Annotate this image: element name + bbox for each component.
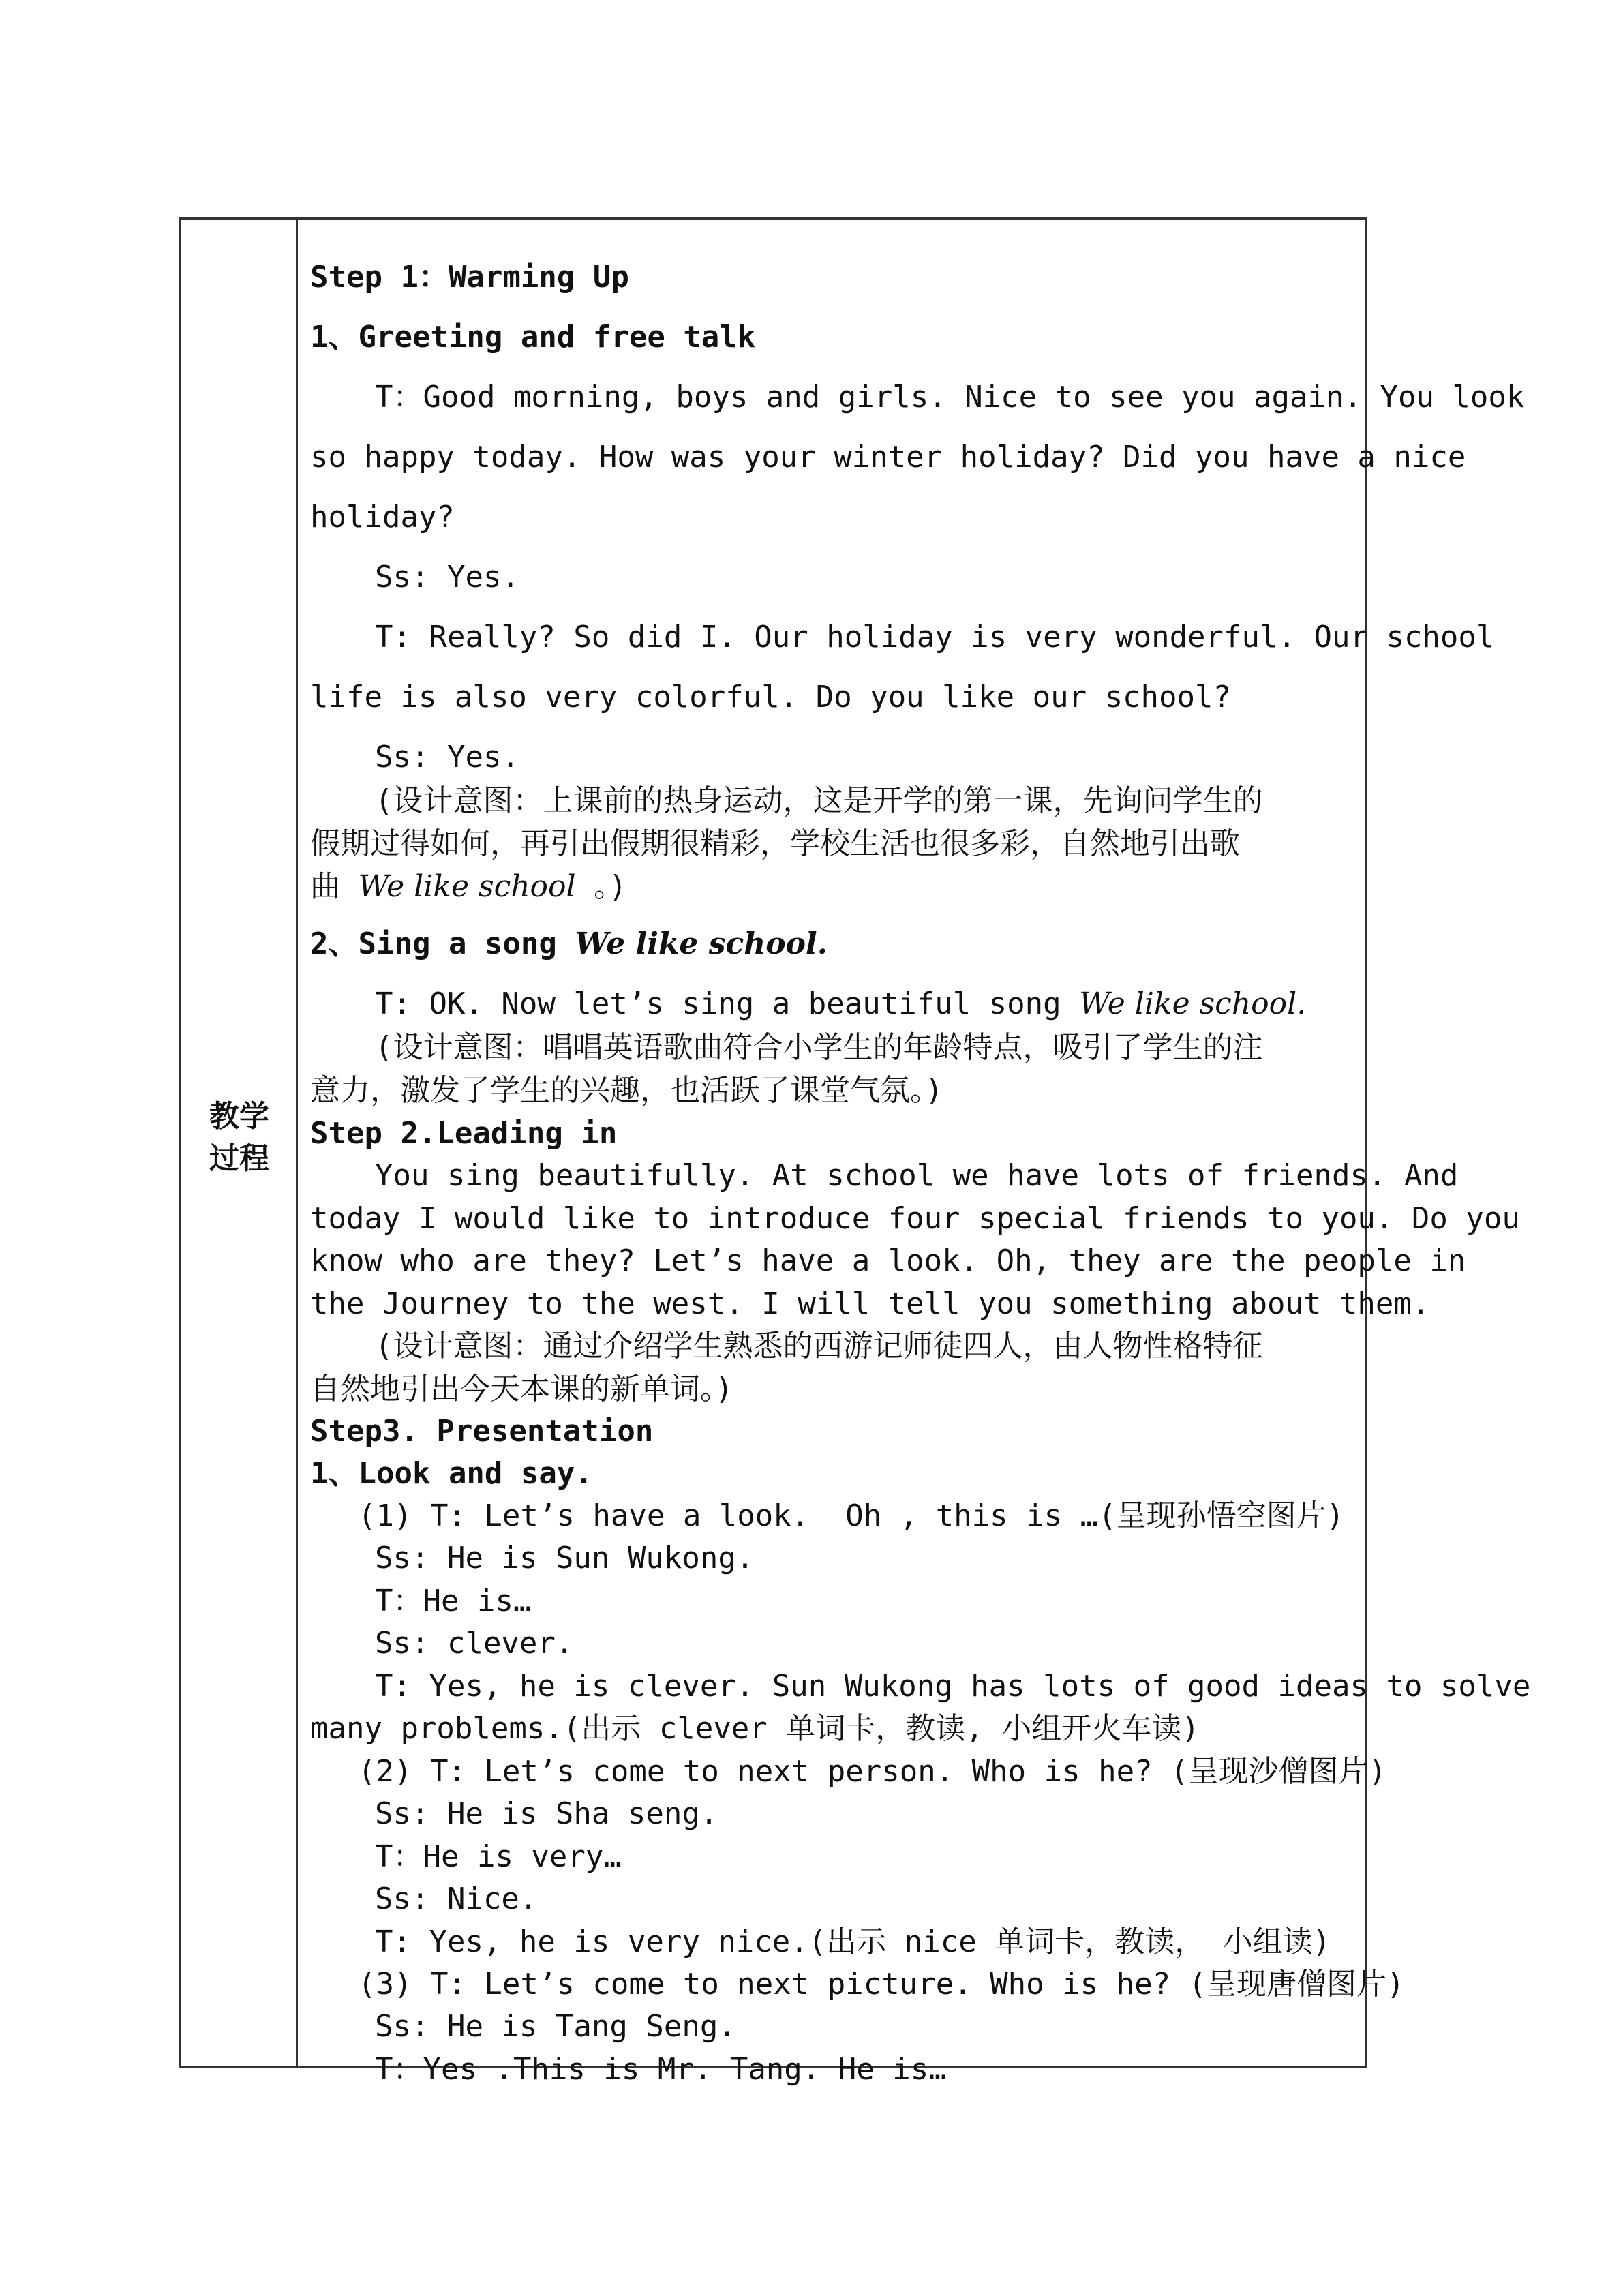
left-column xyxy=(181,220,298,2066)
text-line xyxy=(375,1538,754,1579)
text-line-main: (设计意图：通过介绍学生熟悉的西游记师徒四人，由人物性格特征 xyxy=(375,1329,1263,1363)
text-line xyxy=(358,1751,1386,1792)
text-line-main: T：He is very… xyxy=(375,1839,622,1874)
text-line-main: 1、Greeting and free talk xyxy=(310,320,756,354)
text-line-main: (2) T: Let’s come to next person. Who is he? (呈现沙僧图片) xyxy=(358,1754,1387,1789)
text-line-main: (设计意图：唱唱英语歌曲符合小学生的年龄特点，吸引了学生的注 xyxy=(375,1030,1263,1065)
text-line-main: Step3. Presentation xyxy=(310,1414,654,1449)
lesson-table xyxy=(179,217,1531,2087)
text-line xyxy=(375,1326,1263,1367)
text-line-main: know who are they? Let’s have a look. Oh, they are the people in xyxy=(310,1243,1466,1278)
text-line xyxy=(375,1581,531,1622)
text-line-main: the Journey to the west. I will tell you something about them. xyxy=(310,1286,1430,1321)
text-line-main: Step 2.Leading in xyxy=(310,1116,618,1151)
text-line xyxy=(375,781,1263,821)
text-line xyxy=(310,1708,1200,1749)
text-line xyxy=(375,2006,736,2047)
text-line-main: (1) T: Let’s have a look. Oh , this is …(呈现孙悟空图片) xyxy=(358,1498,1345,1533)
text-line-main: T：Yes .This is Mr. Tang. He is… xyxy=(375,2052,947,2087)
text-line xyxy=(375,1837,622,1877)
text-line xyxy=(310,257,629,298)
text-line xyxy=(375,1623,573,1664)
text-line-main: Ss: He is Tang Seng. xyxy=(375,2009,736,2044)
text-line xyxy=(310,924,828,965)
text-line-main: Step 1：Warming Up xyxy=(310,260,629,294)
text-line-main: so happy today. How was your winter holiday? Did you have a nice xyxy=(310,440,1466,474)
text-line-main: T: Yes, he is clever. Sun Wukong has lots of good ideas to solve xyxy=(375,1669,1531,1704)
text-line-main: Ss: clever. xyxy=(375,1626,574,1661)
text-line-main: T: OK. Now let’s sing a beautiful song xyxy=(375,986,1080,1021)
text-line-main: T: Really? So did I. Our holiday is very wonderful. Our school xyxy=(375,620,1495,654)
text-line xyxy=(375,2049,947,2090)
text-line-main: 曲 xyxy=(310,869,359,904)
section-label-line-1: 教学 xyxy=(209,1099,269,1134)
text-line xyxy=(358,1496,1344,1537)
text-line-main: T: Yes, he is very nice.(出示 nice 单词卡，教读， 小组读) xyxy=(375,1924,1331,1959)
text-line-main: 1、Look and say. xyxy=(310,1456,593,1491)
section-label-line-2: 过程 xyxy=(209,1141,269,1176)
text-line xyxy=(310,497,455,538)
text-line xyxy=(375,984,1306,1025)
text-line-main: 意力，激发了学生的兴趣，也活跃了课堂气氛。) xyxy=(310,1073,943,1108)
text-line xyxy=(375,1027,1263,1068)
text-line-main: Ss: Yes. xyxy=(375,560,519,594)
text-line xyxy=(375,1879,537,1920)
text-line-main: many problems.(出示 clever 单词卡，教读, 小组开火车读) xyxy=(310,1711,1200,1746)
text-line-main: 自然地引出今天本课的新单词。) xyxy=(310,1372,733,1406)
text-line xyxy=(310,1284,1429,1325)
text-line xyxy=(375,557,519,598)
text-line-main: You sing beautifully. At school we have lots of friends. And xyxy=(375,1158,1459,1193)
text-line xyxy=(310,317,755,358)
text-line xyxy=(310,1369,733,1410)
text-line xyxy=(375,737,519,778)
text-line-main: T：Good morning, boys and girls. Nice to see you again. You look xyxy=(375,380,1525,414)
text-line xyxy=(310,1070,943,1111)
text-line-main: (3) T: Let’s come to next picture. Who is he? (呈现唐僧图片) xyxy=(358,1967,1405,2002)
text-line xyxy=(375,1155,1458,1196)
text-line-main: holiday? xyxy=(310,500,455,534)
text-line xyxy=(375,617,1494,658)
section-label xyxy=(181,1096,298,1180)
text-line-main: Ss: He is Sha seng. xyxy=(375,1796,718,1831)
text-line xyxy=(310,1411,653,1452)
text-line xyxy=(310,677,1231,718)
text-line xyxy=(310,1453,593,1494)
text-line xyxy=(358,1964,1405,2005)
text-line xyxy=(375,377,1524,418)
text-line xyxy=(310,1241,1466,1282)
text-line-main: today I would like to introduce four special friends to you. Do you xyxy=(310,1201,1520,1236)
text-line-main: 2、Sing a song xyxy=(310,926,575,961)
text-line xyxy=(310,1198,1520,1239)
text-line xyxy=(310,1113,617,1154)
song-title: We like school. xyxy=(1079,986,1307,1021)
text-line xyxy=(375,1666,1530,1707)
text-line-main: life is also very colorful. Do you like our school? xyxy=(310,680,1232,714)
text-line xyxy=(310,437,1466,478)
text-line xyxy=(375,1922,1331,1963)
text-line-main: Ss: Nice. xyxy=(375,1882,538,1916)
text-line xyxy=(375,1794,718,1834)
text-line-tail: 。) xyxy=(575,869,627,904)
text-line xyxy=(310,824,1240,864)
text-line-main: T：He is… xyxy=(375,1584,532,1618)
text-line xyxy=(310,866,627,907)
song-title: We like school xyxy=(358,869,576,904)
text-line-main: (设计意图：上课前的热身运动，这是开学的第一课，先询问学生的 xyxy=(375,783,1263,818)
text-line-main: Ss: Yes. xyxy=(375,740,519,774)
text-line-main: Ss: He is Sun Wukong. xyxy=(375,1541,755,1575)
song-title: We like school. xyxy=(575,926,828,961)
text-line-main: 假期过得如何，再引出假期很精彩，学校生活也很多彩，自然地引出歌 xyxy=(310,826,1240,861)
